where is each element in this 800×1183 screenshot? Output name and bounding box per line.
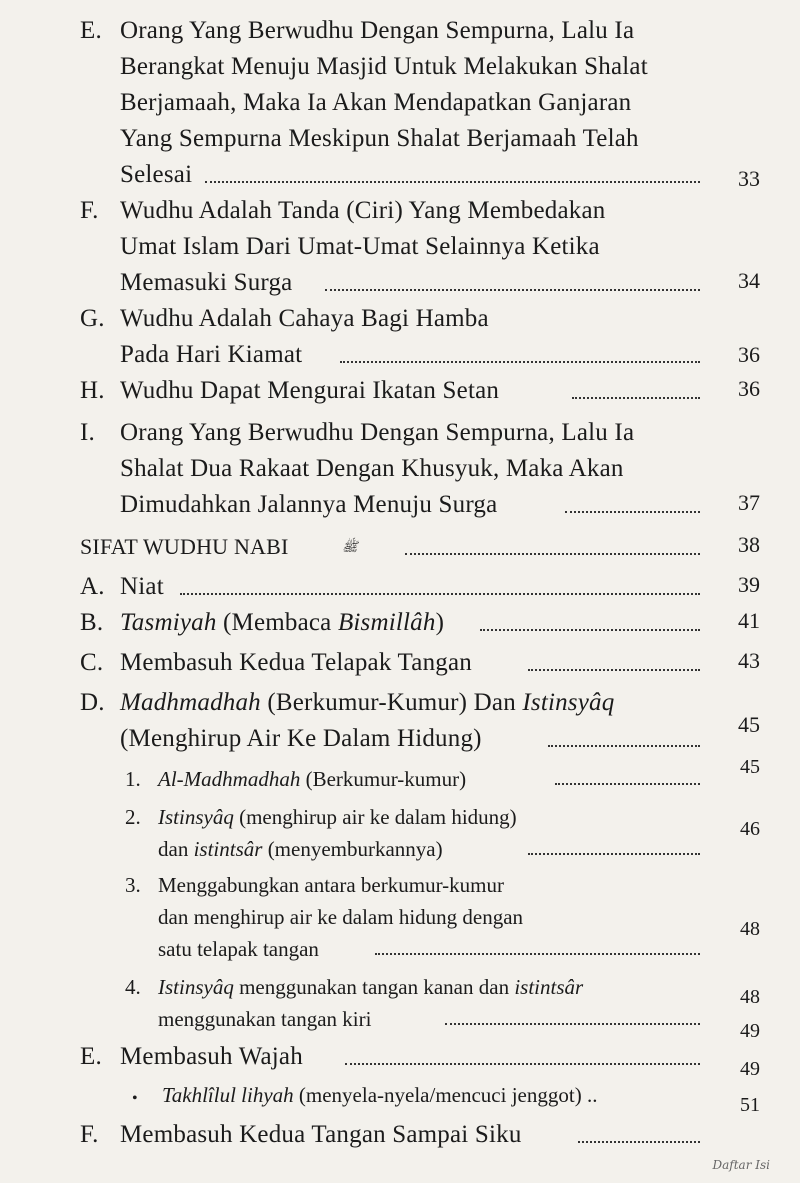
entry-text-line (158, 970, 583, 1004)
page-number: 45 (740, 756, 760, 778)
italic-term: Takhlîlul lihyah (162, 1083, 294, 1107)
page-number: 39 (738, 572, 760, 597)
page-number: 37 (738, 490, 760, 515)
italic-term: istintsâr (193, 837, 263, 861)
leader-dots (325, 289, 700, 291)
entry-text-line: Membasuh Wajah (120, 1043, 303, 1070)
leader-dots (340, 361, 700, 363)
entry-label: F. (80, 197, 99, 224)
page-number: 33 (738, 166, 760, 191)
entry-label: E. (80, 17, 102, 44)
page-number: 36 (738, 342, 760, 367)
page-number: 45 (738, 712, 760, 737)
entry-text-line: Niat (120, 573, 164, 600)
entry-text-line: Berjamaah, Maka Ia Akan Mendapatkan Ganjaran (120, 89, 632, 116)
leader-dots (528, 669, 700, 671)
leader-dots (205, 181, 700, 183)
entry-text-line (120, 686, 614, 720)
entry-label: E. (80, 1043, 102, 1070)
page-number: 43 (738, 648, 760, 673)
entry-label: C. (80, 649, 104, 676)
entry-label: 2. (125, 805, 141, 829)
entry-label: F. (80, 1121, 99, 1148)
entry-label: 1. (125, 767, 141, 791)
entry-label: H. (80, 377, 105, 404)
italic-term: Istinsyâq (522, 689, 615, 716)
italic-term: istintsâr (514, 975, 584, 999)
page-number: 34 (738, 268, 760, 293)
italic-term: Tasmiyah (120, 609, 217, 636)
leader-dots (345, 1063, 700, 1065)
page-number: 51 (740, 1094, 760, 1116)
entry-label: 3. (125, 873, 141, 897)
entry-text-line: menggunakan tangan kiri (158, 1007, 372, 1031)
text-part: (menghirup air ke dalam hidung) (233, 805, 517, 829)
entry-text-line: Orang Yang Berwudhu Dengan Sempurna, Lalu Ia (120, 419, 635, 446)
entry-text-line: Umat Islam Dari Umat-Umat Selainnya Ketika (120, 233, 600, 260)
entry-text-line (158, 832, 443, 866)
italic-term: Bismillâh (337, 609, 436, 636)
entry-text-line: Wudhu Dapat Mengurai Ikatan Setan (120, 377, 500, 404)
honorific-glyph: ﷺ (342, 539, 358, 554)
leader-dots (375, 953, 700, 955)
leader-dots (555, 783, 700, 785)
entry-text-line: Yang Sempurna Meskipun Shalat Berjamaah Telah (120, 125, 639, 152)
leader-dots (405, 553, 700, 555)
page-number: 48 (740, 918, 760, 940)
leader-dots (565, 511, 700, 513)
leader-dots (572, 397, 700, 399)
entry-text-line: Membasuh Kedua Telapak Tangan (120, 649, 472, 676)
entry-text-line: Wudhu Adalah Cahaya Bagi Hamba (120, 305, 489, 332)
page-number: 41 (738, 608, 760, 633)
entry-text-line: Orang Yang Berwudhu Dengan Sempurna, Lalu Ia (120, 17, 635, 44)
page-number: 49 (740, 1058, 760, 1080)
entry-text-line: Membasuh Kedua Tangan Sampai Siku (120, 1121, 522, 1148)
text-part: ) (435, 609, 445, 636)
italic-term: Madhmadhah (120, 689, 261, 716)
entry-text-line (162, 1078, 597, 1112)
leader-dots (480, 629, 700, 631)
leader-dots (528, 853, 700, 855)
page-number: 49 (740, 1020, 760, 1042)
text-part: menggunakan tangan kanan dan (233, 975, 515, 999)
entry-text-line: dan menghirup air ke dalam hidung dengan (158, 905, 524, 929)
leader-dots (578, 1141, 700, 1143)
entry-text-line: Selesai (120, 161, 193, 188)
entry-text-line: Pada Hari Kiamat (120, 341, 303, 368)
entry-text-line: satu telapak tangan (158, 937, 319, 961)
entry-label: D. (80, 689, 105, 716)
running-footer: Daftar Isi (712, 1158, 770, 1172)
text-part: (Membaca (216, 609, 338, 636)
text-part: dan (158, 837, 194, 861)
entry-label: B. (80, 609, 104, 636)
entry-text-line (158, 762, 466, 796)
italic-term: Istinsyâq (158, 975, 234, 999)
entry-label: 4. (125, 975, 141, 999)
entry-text-line (158, 800, 517, 834)
entry-label: I. (80, 419, 95, 446)
entry-text-line: Berangkat Menuju Masjid Untuk Melakukan Shalat (120, 53, 648, 80)
leader-dots (548, 745, 700, 747)
entry-text-line: Memasuki Surga (120, 269, 293, 296)
text-part: (Berkumur-Kumur) Dan (260, 689, 523, 716)
text-part: (menyemburkannya) (262, 837, 443, 861)
text-part: (Berkumur-kumur) (300, 767, 467, 791)
italic-term: Istinsyâq (158, 805, 234, 829)
page-number: 36 (738, 376, 760, 401)
leader-dots (180, 593, 700, 595)
entry-text-line: Wudhu Adalah Tanda (Ciri) Yang Membedakan (120, 197, 606, 224)
page-number: 46 (740, 818, 760, 840)
entry-label: G. (80, 305, 105, 332)
leader-dots (445, 1023, 700, 1025)
italic-term: Al-Madhmadhah (158, 767, 301, 791)
entry-label: A. (80, 573, 105, 600)
bullet-icon: • (132, 1090, 138, 1107)
entry-text-line: Shalat Dua Rakaat Dengan Khusyuk, Maka Akan (120, 455, 624, 482)
entry-text-line: (Menghirup Air Ke Dalam Hidung) (120, 725, 482, 752)
text-part: (menyela-nyela/mencuci jenggot) .. (293, 1083, 598, 1107)
page-number: 38 (738, 532, 760, 557)
entry-text-line: Dimudahkan Jalannya Menuju Surga (120, 491, 498, 518)
entry-text-line: Menggabungkan antara berkumur-kumur (158, 873, 504, 897)
entry-text-line (120, 606, 444, 640)
page-number: 48 (740, 986, 760, 1008)
chapter-title: SIFAT WUDHU NABI (80, 534, 289, 559)
